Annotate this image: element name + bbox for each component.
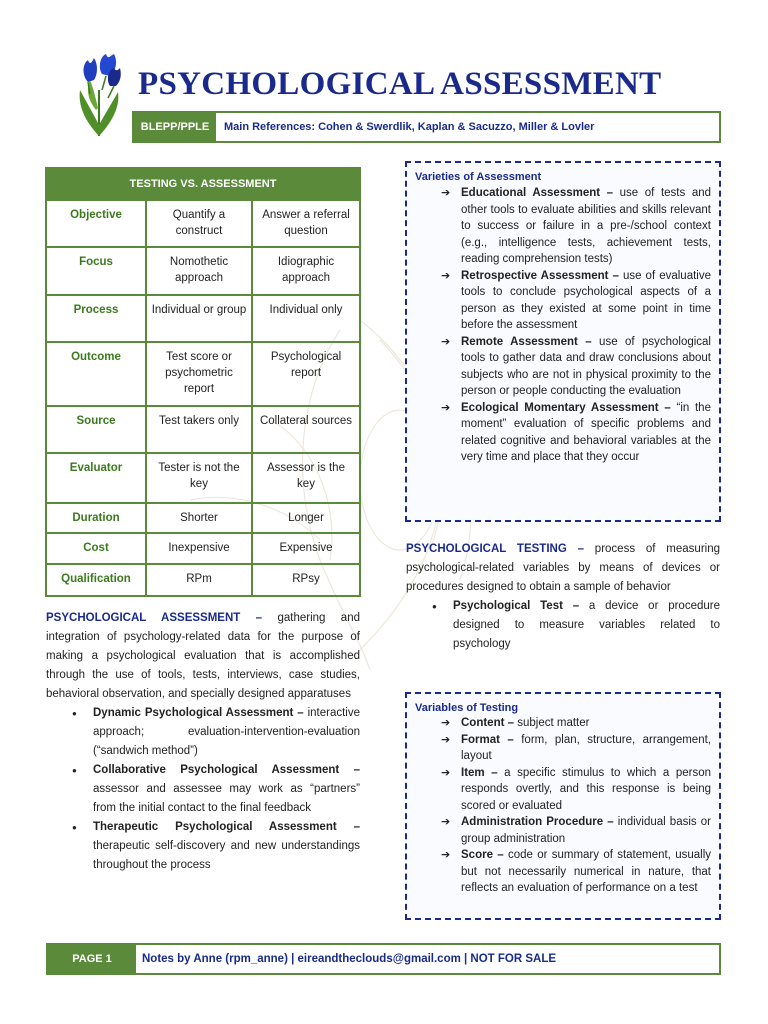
table-row bbox=[46, 406, 360, 453]
testing-sub-list bbox=[406, 597, 720, 654]
item-term: Content – bbox=[461, 717, 515, 729]
testing-vs-assessment-table bbox=[45, 167, 361, 597]
page-title: PSYCHOLOGICAL ASSESSMENT bbox=[138, 66, 662, 102]
item-text: “in the moment” evaluation of specific problems and related cognitive and behavioral variables at the very time and place that they occur bbox=[461, 401, 711, 463]
assessment-cell: Psychological report bbox=[252, 342, 360, 406]
item-term: Item – bbox=[461, 766, 498, 779]
item-text: subject matter bbox=[514, 717, 590, 729]
item-term: Collaborative Psychological Assessment – bbox=[93, 764, 360, 776]
item-text: interactive approach; evaluation-intervention-evaluation (“sandwich method”) bbox=[93, 707, 360, 757]
testing-definition-text: process of measuring psychological-related variables by means of devices or procedures designed to obtain a sample of behavior bbox=[406, 543, 720, 593]
item-text: a specific stimulus to which a person responds overtly, and this response is being scored or evaluated bbox=[461, 766, 711, 812]
assessment-term: PSYCHOLOGICAL ASSESSMENT – bbox=[46, 612, 263, 624]
list-item bbox=[407, 185, 711, 268]
item-text: individual basis or group administration bbox=[461, 816, 711, 845]
list-item bbox=[407, 268, 711, 334]
item-term: Therapeutic Psychological Assessment – bbox=[93, 821, 360, 833]
item-text: form, plan, structure, arrangement, layout bbox=[461, 733, 711, 762]
item-text: assessor and assessee may work as “partners” from the initial contact to the final feedback bbox=[93, 783, 360, 814]
item-term: Dynamic Psychological Assessment – bbox=[93, 707, 304, 719]
table-row bbox=[46, 295, 360, 342]
assessment-cell: Expensive bbox=[252, 533, 360, 564]
variables-heading: Variables of Testing bbox=[415, 702, 519, 714]
testing-definition bbox=[406, 540, 720, 597]
table-row bbox=[46, 533, 360, 564]
list-item bbox=[406, 597, 720, 654]
row-label: Outcome bbox=[46, 342, 146, 406]
item-term: Remote Assessment – bbox=[461, 335, 592, 348]
varieties-box bbox=[405, 161, 721, 522]
assessment-cell: Idiographic approach bbox=[252, 247, 360, 295]
varieties-list bbox=[407, 185, 719, 466]
list-item bbox=[407, 765, 711, 815]
references-bar bbox=[132, 111, 721, 143]
item-term: Retrospective Assessment – bbox=[461, 269, 619, 282]
list-item bbox=[407, 400, 711, 466]
list-item bbox=[407, 732, 711, 765]
testing-cell: Test score or psychometric report bbox=[146, 342, 252, 406]
testing-cell: Shorter bbox=[146, 503, 252, 533]
assessment-cell: Longer bbox=[252, 503, 360, 533]
item-term: Ecological Momentary Assessment – bbox=[461, 401, 671, 414]
row-label: Objective bbox=[46, 200, 146, 247]
table-row bbox=[46, 200, 360, 247]
table-row bbox=[46, 453, 360, 503]
list-item bbox=[407, 715, 711, 732]
row-label: Process bbox=[46, 295, 146, 342]
item-text: use of psychological tools to gather data and draw conclusions about subjects who are not in physical proximity to the person or people conducting the evaluation bbox=[461, 335, 711, 397]
item-text: use of tests and other tools to evaluate abilities and skills relevant to success or failure in a pre-/school context (e.g., intelligence tests, achievement tests, reading comprehension tests) bbox=[461, 187, 712, 265]
footer-note: Notes by Anne (rpm_anne) | eireandtheclouds@gmail.com | NOT FOR SALE bbox=[142, 953, 557, 965]
testing-term: PSYCHOLOGICAL TESTING – bbox=[406, 543, 584, 555]
list-item bbox=[407, 334, 711, 400]
list-item bbox=[407, 847, 711, 897]
assessment-definition-text: gathering and integration of psychology-related data for the purpose of making a psychological evaluation that is accomplished through the use of tools, tests, interviews, case studies, behavioral observation, and specially designed apparatuses bbox=[46, 612, 360, 700]
testing-cell: Nomothetic approach bbox=[146, 247, 252, 295]
testing-cell: RPm bbox=[146, 564, 252, 596]
item-term: Administration Procedure – bbox=[461, 816, 614, 828]
references-text: Main References: Cohen & Swerdlik, Kaplan & Sacuzzo, Miller & Lovler bbox=[224, 121, 595, 133]
item-text: therapeutic self-discovery and new understandings throughout the process bbox=[93, 840, 360, 871]
variables-box bbox=[405, 692, 721, 920]
testing-cell: Test takers only bbox=[146, 406, 252, 453]
row-label: Duration bbox=[46, 503, 146, 533]
row-label: Focus bbox=[46, 247, 146, 295]
assessment-section bbox=[46, 609, 360, 875]
item-term: Format – bbox=[461, 733, 514, 746]
table-row bbox=[46, 247, 360, 295]
list-item bbox=[46, 761, 360, 818]
testing-cell: Individual or group bbox=[146, 295, 252, 342]
varieties-heading: Varieties of Assessment bbox=[415, 171, 542, 183]
list-item bbox=[46, 818, 360, 875]
item-term: Educational Assessment – bbox=[461, 187, 614, 199]
exam-tag: BLEPP/PPLE bbox=[134, 113, 216, 141]
assessment-types-list bbox=[46, 704, 360, 875]
page-footer bbox=[46, 943, 721, 975]
assessment-cell: Individual only bbox=[252, 295, 360, 342]
row-label: Evaluator bbox=[46, 453, 146, 503]
testing-cell: Inexpensive bbox=[146, 533, 252, 564]
assessment-cell: RPsy bbox=[252, 564, 360, 596]
table-row bbox=[46, 503, 360, 533]
item-text: a device or procedure designed to measure variables related to psychology bbox=[453, 600, 720, 650]
testing-section bbox=[406, 540, 720, 654]
assessment-cell: Collateral sources bbox=[252, 406, 360, 453]
item-text: code or summary of statement, usually but not necessarily numerical in nature, that reflects an evaluation of performance on a test bbox=[461, 849, 711, 894]
assessment-cell: Assessor is the key bbox=[252, 453, 360, 503]
variables-list bbox=[407, 715, 719, 897]
item-term: Score – bbox=[461, 849, 504, 861]
assessment-definition bbox=[46, 609, 360, 704]
list-item bbox=[407, 814, 711, 847]
assessment-cell: Answer a referral question bbox=[252, 200, 360, 247]
testing-cell: Quantify a construct bbox=[146, 200, 252, 247]
row-label: Qualification bbox=[46, 564, 146, 596]
row-label: Source bbox=[46, 406, 146, 453]
list-item bbox=[46, 704, 360, 761]
tulip-logo-icon bbox=[74, 50, 124, 136]
table-row bbox=[46, 564, 360, 596]
row-label: Cost bbox=[46, 533, 146, 564]
item-text: use of evaluative tools to conclude psychological aspects of a person as they existed at some point in time before the assessment bbox=[461, 269, 711, 331]
item-term: Psychological Test – bbox=[453, 600, 580, 612]
table-heading: TESTING VS. ASSESSMENT bbox=[46, 168, 360, 200]
page-number: PAGE 1 bbox=[48, 945, 136, 973]
table-row bbox=[46, 342, 360, 406]
testing-cell: Tester is not the key bbox=[146, 453, 252, 503]
